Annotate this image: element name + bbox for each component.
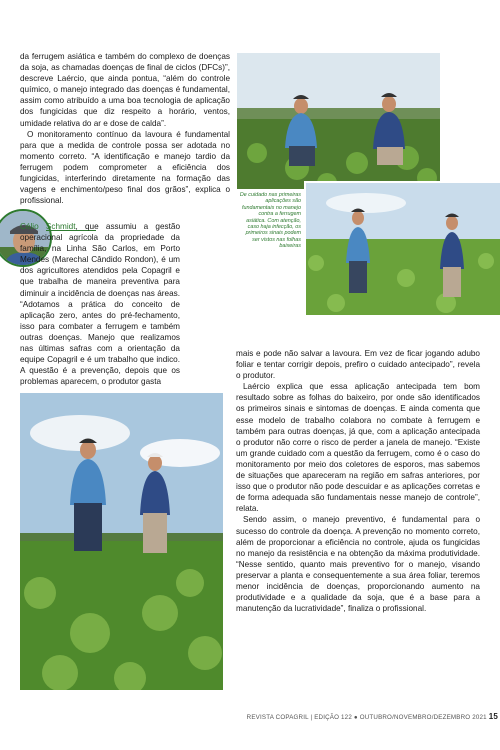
footer-text: REVISTA COPAGRIL | EDIÇÃO 122 ● OUTUBRO/NOVEMBRO/DEZEMBRO 2021 xyxy=(246,714,487,721)
paragraph: da ferrugem asiática e também do complexo de doenças da soja, as chamadas doenças de final de ciclos (DFCs)”, descreve Laércio, que ainda pontua, “além do controle químico, o manejo integrado das doenças é fundamental, assim como atribuído a uma boa tecnologia de aplicação dos fungicidas que diz respeito a horário, ventos, umidade relativa do ar e dose de calda”. xyxy=(20,52,230,128)
paragraph: mais e pode não salvar a lavoura. Em vez de ficar jogando adubo foliar e tentar corrigir depois, prefiro o cuidado antecipado”, revela o produtor. xyxy=(236,349,480,381)
person-name: Célio Schmidt xyxy=(20,222,76,231)
paragraph: O monitoramento contínuo da lavoura é fundamental para que a medida de controle possa ser adotada no momento correto. “A identificação e manejo tardio da ferrugem podem comprometer a eficiência dos fungicidas, interferindo diretamente na formação das vagens e enchimento/peso final dos grãos”, explica o profissional. xyxy=(20,129,230,206)
page-number: 15 xyxy=(488,712,498,721)
right-column xyxy=(236,348,480,614)
paragraph: Sendo assim, o manejo preventivo, é fundamental para o sucesso do controle da doença. A prevenção no momento correto, além de proporcionar a eficiência no controle, ajuda os fungicidas no manejo da resistência e na obtenção da máxima produtividade. “Nesse sentido, quanto mais preventivo for o manejo, visando preservar a planta e consequentemente a sua área foliar, teremos menor incidência de doenças, proporcionando aumento na produtividade e a qualidade da soja, que é a base para a manutenção da lucratividade”, finaliza o profissional. xyxy=(236,515,480,614)
photo-farmers-in-field xyxy=(20,393,223,690)
photo-leaf-check xyxy=(304,181,500,317)
paragraph-text: , que assumiu a gestão operacional agrícola da propriedade da família, na Linha São Carlos, em Porto Mendes (Marechal Cândido Rondon), é um dos agricultores atendidos pela Copagril e que trabalha de maneira preventiva para diminuir a incidência de doenças nas áreas. “Adotamos a prática do conceito de aplicação zero, antes do pré-fechamento, isso para combater a ferrugem e também outras doenças. Manejo que realizamos nas últimas safras com a orientação da equipe Copagril e é um trabalho que indico. A questão é a prevenção, depois que os problemas aparecem, o produtor gasta xyxy=(20,222,180,387)
left-column-top xyxy=(20,51,230,206)
page-footer xyxy=(20,712,500,721)
photo-caption: De cuidado nas primeiras aplicações são fundamentais no manejo contra a ferrugem asiática. Com atenção, caso haja infecção, os primeiros sinais podem ser vistos nas folhas baixeiras xyxy=(239,192,301,250)
paragraph xyxy=(20,221,180,387)
left-column-wrap xyxy=(20,221,230,387)
photo-field-inspection xyxy=(237,53,440,189)
paragraph: Laércio explica que essa aplicação antecipada tem bom resultado sobre as folhas do baixeiro, por onde são identificados os primeiros sinais e sintomas de doenças. E ainda comenta que esse modelo de trabalho colabora no combate à ferrugem e também para outras doenças, já que, com a aplicação antecipada o produtor não corre o risco de perder a janela de manejo. “Existe um grande cuidado com a questão da ferrugem, como é o caso do monitoramento por meio dos coletores de esporos, mas sabemos de situações que apareceram na região em safras anteriores, por isso que o produtor não pode descuidar e as aplicações corretas e de forma adequada são fundamentais nesse manejo de controle”, relata. xyxy=(236,382,480,514)
